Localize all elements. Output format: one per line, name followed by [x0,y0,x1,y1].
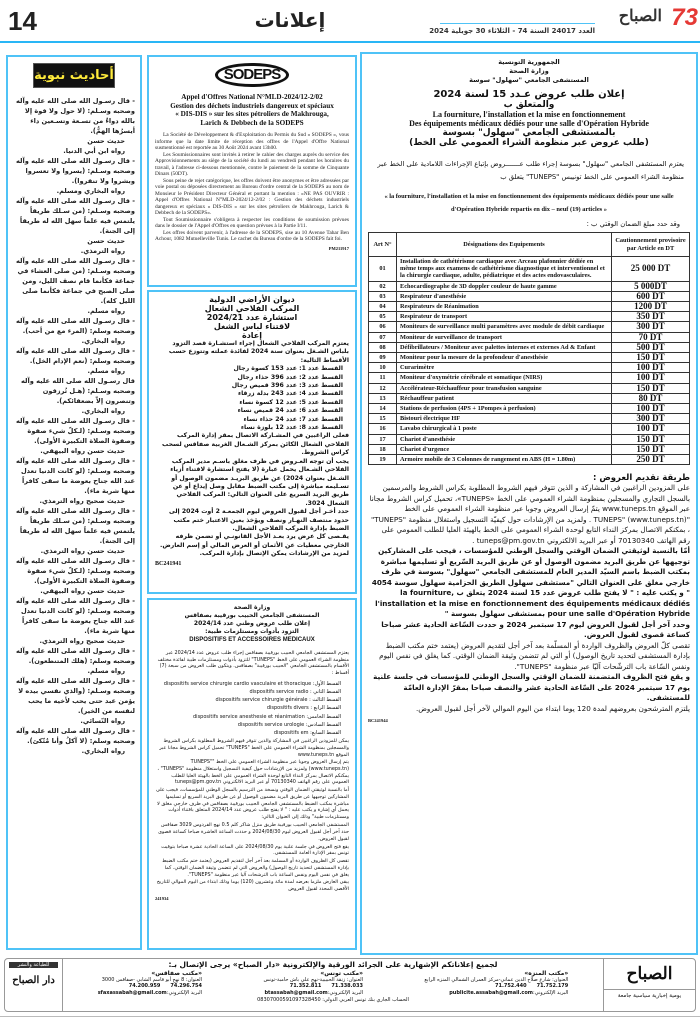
hadith-list [13,96,135,756]
office-fax: 74.296.754 [170,983,203,990]
page-number: 14 [8,6,37,36]
art-number: 04 [369,302,397,312]
ompn-header-line: إعادة [241,331,263,340]
hadith-text: - قال رسـول الله صلى الله عليه وآله وصحبه وسـلم: (من سـلك طريقاً يلتمس فيه علماً سهل الله له طريقاً إلى الجنة). [15,197,135,235]
art-number: 07 [369,332,397,342]
table-row [369,434,690,444]
footer-contact-bar [4,958,696,1012]
art-number: 01 [369,257,397,282]
page-bottom-rule [0,1016,700,1017]
health-paragraph: حدد آخر أجل لقبول العروض ليوم 2024/08/30 و حددت الساعة العاشرة صباحا كساعة قصوى لقبول العروض. [158,829,349,843]
hadith-text: - قال رسـول الله صلى الله عليه وآله وصحبه وسـلم: (يسروا ولا تعسروا وبشروا ولا تنفروا). [15,157,135,185]
caution-amount: 100 DT [612,404,690,414]
hadith-text: - قال رسـول الله صلى الله عليه وآله وصحبه وسلم: (نعم الإدام الخل). [15,347,135,365]
col-header-designation: Désignations des Equipements [397,233,612,257]
equipment-designation: Respirateur de transport [397,312,612,322]
tender-paragraph: على المزودين الراغبين في المشاركة و الذين تتوفر فيهم الشروط المطلوبة بكراس الشروط والمرسمين بالسجل التجاري والمسجلين بمنظومة الشراء العمومي على الخط «TUNEPS»، تحميل كراس الشروط مجانا عبر الموقع www.tuneps.tn يتمّ إرسال العروض وجوبا عبر منظومة الشراء العمومي على الخط "TUNEPS" (www.tuneps.tn) . ولمزيد من الإرشادات حول كيفيّة التسجيل واستغلال منظومة "TUNEPS" ، بمكنكم الاتصال بمركز النداء التابع لوحدة الشراء العمومي على الخط بالهيئة العليا للطلب العمومي على رقم الهاتف 70130340 أو عبر البريد الالكتروني tuneps@pm.gov.tn . [369,483,690,545]
lot-item: القسط الثاني : dispositifs service radio [249,689,341,696]
footer-headline: لجميع إعلاناتكم الإشهارية على الجرائد الورقية والإلكترونية «دار الصباح» يرجى الإتصال بـ: [168,960,498,969]
tender-title [368,89,690,148]
hadith-source: رواه البخاري ومسلم. [56,187,125,195]
table-row [369,373,690,383]
sodeps-title-line: Appel d'Offres National N°MLD-2024/12-2/02 [181,93,323,101]
caution-amount: 150 DT [612,434,690,444]
email-label: البريد الإلكتروني: [533,989,569,996]
lot-item: القسط عدد 7: عدد 24 حذاء نساء [243,415,343,423]
hadith-source: رواه البخاري. [81,407,125,415]
equipment-designation: Installation de cathétérisme cardiaque avec Arceau plafonnier dédiée en même temps aux examens de cathétérisme diagnostique et interventionnel et la chirurgie cardiaque, adulte, pédiatrique et des actes endovasculaires. [397,257,612,282]
masthead-name: الصباح [618,6,662,25]
hadith-source: رواه الترمذي. [80,247,125,255]
table-row [369,393,690,403]
office-email: btassabah@gmail.com [264,989,328,996]
art-number: 12 [369,383,397,393]
footer-logo-name: الصباح [626,964,673,984]
hadith-source: حديث حسن رواه الترمذي. [40,547,125,555]
email-label: البريد الإلكتروني: [327,989,363,996]
table-row [369,281,690,291]
tender-ad [360,52,698,955]
ompn-header-line: استشارة عدد 2024/21 [206,313,298,322]
equipment-designation: Bistouri électrique HF [397,414,612,424]
health-body [155,738,349,892]
footer-middle [67,960,599,1003]
health-header-line: إعلان طلب عروض وطني عدد 2024/14 [193,620,311,627]
office-name: «مكتب تونس» [320,970,363,977]
ompn-paragraph: حدد أخـر أجل لقبول العروض ليوم الجمعـة 2 أوت 2024 إلى حدود منتصف النهـار ونصف ويؤخذ بعين الاعتبار ختم مكتب الضبط بإدارة المركب الفلاحي الشعال. [168,508,349,532]
method-title: طريقة تقديم العروض : [592,473,690,484]
ompn-paragraph: فعلى الراغبين في المشـاركة الاتصال بمقر إدارة المركب الفلاحي الشعال الكائن بمركز الشـعال الغربية صفاقس لسحب كراس الشروط. [162,432,349,457]
office-address: العنوان: 8 نهج أبو قاسم الشابي -صفاقس 3000 [101,977,203,983]
equipment-designation: Lavabo chirurgical à 1 poste [397,424,612,434]
equipment-designation: Chariot d'urgence [397,444,612,454]
hadith-text: - قال رسـول الله صلى الله عليه وآله وصحبه وسـلم: (من سـلك طريقاً يلتمس فيه علماً سهل الله له طريقاً إلى الجنة). [15,507,135,545]
equipment-designation: Réchauffeur patient [397,393,612,403]
hadith-source: رواه مسلم. [87,307,125,315]
hadith-column [6,55,142,950]
health-paragraph: يمكن للمزودين الراغبين في المشاركة والذين تتوفر فيهم الشروط المطلوبة بكراس الشروط والمسجلين بمنظومة الشراء العمومي على الخط "TUNEPS" تحميل كراس الشروط مجانا عبر الموقع www.tuneps.tn [159,738,349,758]
sodeps-paragraph: Les offres doivent parvenir, à l'adresse de la SODEPS, sise au 10 Avenue Tahar Ben Achour, 1082 Mutuelleville Tunis. Le cachet du Bureau d'ordre de la SODEPS fait foi. [155,229,349,243]
tender-quote: « la fourniture, l'installation et la mise en fonctionnement des équipements médicaux dédiés pour une salle d'Opération Hybride repartis en dix – neuf (19) articles » [384,193,674,213]
tender-header-line: الجمهورية التونسية [498,58,560,66]
sodeps-paragraph: La Société de Développement & d'Exploitation du Permis du Sud « SODEPS », vous informe que la date limite de réception des offres de l'Appel d'Offre National susmentionné est reportée au 30 Août 2024 avant 13h00. [155,132,349,152]
caution-amount: 300 DT [612,322,690,332]
equipment-designation: Moniteurs de surveillance multi paramètres avec module de débit cardiaque [397,322,612,332]
footer-account: الحساب الجاري بنك تونس العربي الدولي: 08307000591097328450 [257,996,409,1003]
office-fax: 71.752.179 [536,983,569,990]
issue-line: العدد 24017 السنة 74 - الثلاثاء 30 جويلية 2024 [429,27,595,35]
footer-tagline: يومية إخبارية سياسية جامعة [604,989,695,999]
sodeps-title-line: Gestion des déchets industriels dangereux et spéciaux [170,101,334,110]
art-number: 13 [369,393,397,403]
table-row [369,414,690,424]
caution-amount: 500 DT [612,342,690,352]
tender-paragraph: أمّا بالنسبة لوثيقتي الضمان الوقتي والسجل الوطني للمؤسسات ، فيجب على المشاركين توجيهها عن طريق البريد مضمون الوصول أو عن طريق البريد السّريع أو تسليمها مباشرة بمكتب الضبط باسم السيّد المدير العام للمستشفى الجامعي "سهلول" بسوسة في ظرف خارجي مغلق على العنوان التالي "مستشفى سهلول الطريق الحزامية سهلول سوسة 4054 " و يكتب عليه : " لا يفتح طلب عروض عدد 15 لسنة 2024 يتعلق ب la fourniture, l'installation et la mise en fonctionnement des équipements médicaux dédiés pour une salle d'Opération Hybride بمستشفى سهلول بسوسة " [371,546,690,619]
caution-amount: 150 DT [612,444,690,454]
office-block [263,970,363,996]
ompn-paragraph: يقـصى كل عرض يرد بعـد الأجل القانونـي أو تضمن ظرفه الخارجي معطيات عن الأثمان أو العرض المالي أو إسم العارض. [159,533,349,549]
equipment-designation: Stations de perfusion (4PS + 1Pompes à perfusion) [397,404,612,414]
ompn-header-line: ديوان الأراضي الدولية [209,295,295,304]
ad-reference: BC241944 [368,718,388,724]
health-header-line: التزود بأدوات ومستلزمات طبية: [205,628,299,635]
art-number: 02 [369,281,397,291]
tender-intro: يعتزم المستشفى الجامعي "سهلول" بسوسة إجراء طلب عـــــــروض بإتباع الإجراءات اللامادية على الخط عبر منظومة الشراء العمومي على الخط تونيبس "TUNEPS" يتعلق ب [377,160,684,181]
equipment-designation: Respirateurs de Réanimation [397,302,612,312]
hadith-text: - قال رسـول الله صلى الله عليه وآله وصحبه وسـلم: (لـكلّ شيء صفوة وصفوة الصلاة التكبيرة الأولى). [15,417,135,445]
table-row [369,353,690,363]
hadith-text: - قال رسـول الله صلى الله عليه وآله وصحبه وسـلم: (والذي نفسي بيده لا يؤمن عبد حتى يحب لأخيه ما يحب لنفسه من الخير). [15,677,135,715]
hadith-source: رواه مسلم. [87,667,125,675]
footer-logo-left-top: للطباعة والنشر [9,962,58,968]
hadith-source: حديث حسن [87,137,125,145]
art-number: 10 [369,363,397,373]
art-number: 08 [369,342,397,352]
lot-item: القسط الثالث : dispositifs service chirurgie générale [215,697,341,704]
caution-amount: 150 DT [612,353,690,363]
table-row [369,383,690,393]
tender-paragraph: و يقع فتح الظروف المتضمنة للضمان الوقتي والسجل الوطني للمؤسسات في جلسة علنية يوم 17 سبتمبر 2024 على السّاعة الحادية عشر والنصف صباحا بمقرّ الإدارة العامّة للمستشفى. [373,672,690,703]
art-number: 03 [369,291,397,301]
health-header [155,604,349,644]
health-paragraph: يقع فتح العروض في جلسة علنية يوم 2024/08/30 على الساعة الحادية عشرة صباحا بتوقيت تونس بمقر الإدارة العامة للمستشفى. [161,843,349,857]
office-address: العنوان: زنقة الحبيبية-نهج علي باش حامبة-تونس [263,977,363,983]
hadith-text: - قال رسـول الله صلى الله عليه وآله وصحبه وسـلم: (من صلى العشاء في جماعة فكأنما قام نصف الليل، ومن صلى الصبح في جماعة فكأنما صلى الليل كله). [15,257,135,305]
caution-amount: 600 DT [612,291,690,301]
art-number: 17 [369,434,397,444]
col-header-caution: Cautionnement provisoire par Article en DT [612,233,690,257]
art-number: 19 [369,455,397,465]
equipment-designation: Armoire mobile de 3 Colonnes de rangement en ABS (H = 1.80m) [397,455,612,465]
tender-body [368,483,690,714]
lot-item: القسط الأول: dispositifs service chirurgie cardio vasculaire et thoracique [163,680,341,687]
caution-amount: 300 DT [612,414,690,424]
tender-header-line: وزارة الصحة [509,67,549,75]
footer-offices [67,970,599,996]
health-header-line: DISPOSITIFS ET ACCESSOIRES MEDICAUX [189,637,315,643]
hadith-source: رواه ابن أبي الدنيا. [63,147,125,155]
hadith-text: - قال رسـول الله صلى الله عليه وآله وصحبه وسـلم: (لا حول ولا قوة إلا بالله دواءٌ من تسـعة وتسـعين داء أيسرُها الهمُّ). [15,97,135,135]
tender-title-fr-1: La fourniture, l'installation et la mise en fonctionnement [432,110,626,119]
ompn-header [155,295,349,340]
lot-item: القسط عدد 4: عدد 243 بدلة زرقاء [237,390,343,398]
hadith-source: حديث حسن رواه البيهقي. [40,447,125,455]
table-row [369,424,690,434]
office-name: «مكتب المنزه» [524,970,569,977]
office-email-row [424,990,568,996]
office-email: sfaxassabah@gmail.com [97,989,167,996]
lot-item: القسط عدد 6: عدد 24 قميص نساء [237,407,343,415]
header-rule [0,41,700,43]
health-paragraph: أما بالنسبة لوثيقتي الضمان الوقتي ونسخة من الترسيم بالسجل الوطني للمؤسسات، فيجب على المشاركين توجيهها عن طريق البريد مضمون الوصول أو عن طريق البريد السريع أو تسليمها مباشرة بمكتب الضبط بالمستشفى الجامعي الحبيب بورقيبة بصفاقس في ظرف خارجي مغلق لا يحمل أي إشارة و يكتب عليه : " لا يفتح طلب عروض عدد 2024/14 المتعلق باقتناء أدوات ومستلزمات طبية" وذلك إلى العنوان التالي: [156,787,349,820]
header-line [440,23,595,24]
art-number: 15 [369,414,397,424]
section-title: إعلانات [254,8,326,32]
health-paragraph: يبقى العارض ملزما بعرضه لمدة مائة وعشرون (120) يوما وذلك ابتداء من اليوم الموالي للتاريخ الأقصى المحدد لقبول العروض [156,879,349,892]
tender-paragraph: وحدد آخر أجل لقبول العروض ليوم 17 سبتمبر 2024 و حددت السّاعة الحادية عشر صباحا كساعة قصوى لقبول العروض. [381,619,690,640]
tender-title-ar: إعلان طلب عروض عـدد 15 لسنة 2024 [433,89,625,100]
equipment-table [368,232,690,465]
caution-amount: 25 000 DT [612,257,690,282]
lot-item: القسط عدد 1: عدد 153 كسوة رجال [233,365,343,373]
lot-item: القسط عدد 8: عدد 12 بلوزة نساء [240,424,343,432]
caution-amount: 80 DT [612,393,690,403]
table-row [369,322,690,332]
art-number: 14 [369,404,397,414]
table-row [369,257,690,282]
ompn-paragraph: يجب أن توجه العـروض في ظرف مغلق باسـم مدير المركب الفلاحي الشـعال يحمل عبارة (لا يفتح استشارة لاقتناء أزياء الشـغل بعنوان 2024) عن طريق البريـد مضمون الوصول أو تسـليمه مباشرة إلى مكتب الضبط مقابل وصل إيداع أو عن طريق البريد السريع على العنوان التالي: المركب الفلاحي الشعال 3024. [170,457,349,507]
caution-amount: 1200 DT [612,302,690,312]
table-row [369,455,690,465]
hadith-source: رواه مسلم. [87,367,125,375]
guarantee-label: وقد حدد مبلغ الضمان الوقتي ب : [586,220,680,228]
health-intro: يعتزم المستشفى الجامعي الحبيب بورقيبة بصفاقس إجراء طلب عروض عدد 2024/14 عبر منظومة الشراء العمومي على الخط "TUNEPS" للتزود بأدوات ومستلزمات طبية لفائدة مختلف الأقسام بالمستشفى الجامعي "الحبيب بورقيبة" بصفاقس. ويتكون طلب العروض من سبعة (7) أقساط : [157,650,349,677]
ompn-paragraph: يعتزم المركب الفلاحي الشعال إجراء استشـارة قصد التزود بلباس الشـغل بعنوان سنة 2024 لفائدة عملته وتتوزع حسب الأقساط التالية: [168,340,349,364]
table-row [369,342,690,352]
hadith-text: - قال رسـول الله صلى الله عليه وآله وصحبه وسـلم: (لـكلّ شيء صفوة وصفوة الصلاة التكبيرة الأولى). [15,557,135,585]
health-paragraph: تقصى كل الظروف الواردة أو المسلمة بعد آخر أجل لتقديم العروض (يعتمد ختم مكتب الضبط بإدارة المستشفى لتحديد تاريخ الوصول) والعروض التي لم تتضمن وثيقة الضمان الوقتي. كما يغلق في نفس اليوم ونفس الساعة باب الترشحات آليا عبر منظومة "TUNEPS". [162,858,349,878]
lot-item: القسط السابع: dispositifs em [273,730,341,737]
hadith-text: - قال رسـول الله صلى الله عليه وآله وصحبه وسـلم: (لو كانت الدنيا تعدل عند الله جناح بعوضة ما سقى كافراً منها شربة ماء). [15,457,135,495]
table-row [369,302,690,312]
health-paragraph: يتم إرسال العروض وجوبا عبر منظومة الشراء العمومي على الخط "TUNEPS" (www.tuneps.tn) ولمزيد من الإرشادات حول كيفية التسجيل واستغلال منظومة "TUNEPS" ، يمكنكم الاتصال بمركز النداء التابع لوحدة الشراء العمومي على الخط بالهيئة العليا للطلب العمومي على رقم الهاتف 70130340 أو عبر البريد الالكتروني tuneps@pm.gov.tn [157,759,349,786]
ompn-ad [147,290,357,594]
ompn-paragraph: لمزيد من الإرشادات يمكن الإتصال بإدارة المركب. [199,550,349,558]
health-header-line: وزارة الصحة [233,604,271,611]
health-paragraph: المستشفى الجامعي الحبيب بورقيبة طريق منزل شاكر كلم 0.5 نهج الفردوس 3029 صفاقس [161,821,349,828]
email-label: البريد الإلكتروني: [166,989,203,996]
sodeps-title [155,93,349,127]
tender-header-line: المستشفى الجامعي "سهلول" سوسة [469,76,589,84]
equipment-designation: Moniteur d'oxymétrie cérébrale et somatique (NIRS) [397,373,612,383]
art-number: 11 [369,373,397,383]
ad-reference: PM211917 [328,245,349,251]
art-number: 06 [369,322,397,332]
caution-amount: 150 DT [612,383,690,393]
table-row [369,291,690,301]
sodeps-body [155,132,349,243]
tender-title-ar4: (طلب عروض عبر منظومة الشراء العمومي على الخط) [409,138,649,148]
office-phone: 71.752.440 [494,983,527,990]
caution-amount: 70 DT [612,332,690,342]
equipment-designation: Défibrillateurs / Moniteur avec palettes internes et externes Ad & Enfant [397,342,612,352]
office-email-row [263,990,363,996]
equipment-designation: Echocardiographe de 3D doppler couleur de haute gamme [397,281,612,291]
hadith-source: حديث حسن [87,237,125,245]
hadith-title: أحاديث نبوية [33,63,115,88]
office-block [424,970,568,996]
caution-amount: 100 DT [612,363,690,373]
hadith-source: رواه البخاري. [81,337,125,345]
masthead-logo [600,4,698,36]
equipment-designation: Curarimètre [397,363,612,373]
art-number: 05 [369,312,397,322]
health-header-line: المستشفى الجامعي الحبيب بورقيبة بصفاقس [184,612,320,619]
sodeps-paragraph: Sous peine de rejet catégorique, les offres doivent être anonymes et être adressées par voie postal ou déposées directement au Bureau d'ordre central de la SODEPS au nom de Monsieur le Président Directeur Général et portant la mention : «NE PAS OUVRIR : Appel d'Offres National N°MLD-2024/12-2/02 : Gestion des déchets industriels dangereux et spéciaux « DIS-DIS » sur les sites pétroliers de Makhrouga, Larich & Debbech de la SODEPS». [155,177,349,217]
hadith-text: - قال رسـول الله صلى الله عليه وآله وصحبه وسـلم: (لو كانت الدنيا تعدل عند الله جناح بعوضة ما سقى كافراً منها شربة ماء). [15,597,135,635]
office-email: publicite.assabah@gmail.com [449,989,534,996]
tender-title-fr-2: Des équipements médicaux dédiés pour une salle d'Opération Hybride [409,119,649,128]
office-phone: 71.352.811 [289,983,322,990]
col-header-art: Art N° [369,233,397,257]
caution-amount: 100 DT [612,424,690,434]
equipment-designation: Chariot d'anesthésie [397,434,612,444]
health-ad [147,598,357,950]
lot-item: القسط عدد 3: عدد 396 قميص رجال [231,382,343,390]
ad-reference: 241934 [155,895,169,901]
tender-paragraph: تقصى كلّ العروض والظروف الواردة أو المسلّمة بعد آخر أجل لتقديم العروض (يعتمد ختم مكتب الضبط بإدارة المستشفى لتحديد تاريخ الوصول) أو التي لم تتضمن وثيقة الضمان الوقتي. كما يغلق في نفس اليوم ونفس السّاعة باب الترشّحات آليّا عبر منظومة "TUNEPS". [379,640,690,671]
hadith-text: - قال رسـول الله صلى الله عليه وآله وصحبه وسلم: (المرء مع من أحب). [15,317,135,335]
hadith-text: - قال رسـول الله صلى الله عليه وآله وصحبه وسلم: (هلك المتنطعون). [15,647,135,665]
ompn-header-line: لاقتناء لباس الشغل [213,322,291,331]
sodeps-ad [147,55,357,287]
footer-logo-right [603,959,695,1011]
equipment-designation: Respirateur d'anesthésie [397,291,612,301]
lot-item: القسط السادس: dispositifs service urologie [237,721,341,728]
caution-amount: 250 DT [612,455,690,465]
ad-reference: BC241941 [155,560,182,567]
table-row [369,404,690,414]
sodeps-paragraph: Les Soumissionnaires sont invités à retirer le cahier des charges auprès du service des Approvisionnements au siège de la société du lundi au vendredi pendant les horaires du travail, à l'adresse ci-dessous mentionnée, contre le paiement de la somme de Cinquante Dinars (50DT). [155,151,349,178]
table-row [369,332,690,342]
table-row [369,312,690,322]
hadith-source: رواه البخاري. [81,747,125,755]
art-number: 16 [369,424,397,434]
footer-logo-left [5,959,63,1011]
health-lots [155,680,349,737]
sodeps-title-line: Larich & Debbech de la SODEPS [200,118,304,127]
tender-title-ar2: والمتعلق ب [503,100,555,110]
hadith-source: حديث صحيح رواه الترمذي. [39,497,125,505]
hadith-source: حديث حسن رواه البيهقي. [40,587,125,595]
office-fax: 71.338.033 [331,983,363,990]
caution-amount: 350 DT [612,312,690,322]
hadith-text: قال رسـول الله صلى الله عليه وآله وصحبه وسـلم: (هـل تُرزقون وتنصرون إلاّ بضعفائكم). [21,377,135,405]
hadith-text: - قال رسـول الله صلى الله عليه وآله وصحبه وسلم: (لا آكلُ وأنا مُتّكئ). [15,727,135,745]
hadith-source: حديث صحيح رواه الترمذي. [39,637,125,645]
art-number: 09 [369,353,397,363]
equipment-designation: Moniteur pour la mesure de la profondeur d'anesthésie [397,353,612,363]
footer-logo-left-name: دار الصباح [12,975,55,986]
office-phone: 74.200.959 [128,983,161,990]
ompn-header-line: المركب الفلاحي الشعال [204,304,300,313]
equipment-designation: Moniteur de surveillance de transport [397,332,612,342]
equipment-designation: Accélérateur-Réchauffeur pour transfusion sanguine [397,383,612,393]
masthead-year: 73 [671,4,698,31]
lot-item: القسط عدد 2: عدد 396 حذاء رجال [237,373,343,381]
tender-title-ar3: بالمستشفى الجامعي "سهلول" بسوسة [442,128,616,138]
sodeps-title-line: « DIS-DIS » sur les sites pétroliers de Makhrouga, [175,110,329,119]
table-row [369,444,690,454]
table-row [369,363,690,373]
office-email-row [98,990,202,996]
tender-paragraph: يلتزم المترشحون بعروضهم لمدة 120 يوما ابتداء من اليوم الموالي لآخر أجل لقبول العروض. [415,703,690,713]
lot-item: القسط الرابع : dispositifs divers [266,705,341,712]
office-address: العنوان: شارع صلاح الدين عماني-مركز العمران الشمالي المنزه الرابع [424,977,569,983]
lot-item: القسط عدد 5: عدد 12 كسوة نساء [239,398,343,406]
ompn-body [155,340,349,559]
sodeps-logo: SODEPS [215,63,289,87]
hadith-source: رواه النّسائي. [80,717,125,725]
caution-amount: 5 000DT [612,281,690,291]
caution-amount: 100 DT [612,373,690,383]
art-number: 18 [369,444,397,454]
office-name: «مكتب صفاقس» [151,970,203,977]
sodeps-paragraph: Tout Soumissionnaire s'obligera à respecter les conditions de soumission prévues dans le dossier de l'Appel d'Offres en question prévues à la Partie I/11. [155,216,349,230]
lot-item: القسط الخامس: dispositifs service anesthesie et réanimation [193,713,341,720]
tender-header [368,58,690,85]
office-block [98,970,202,996]
